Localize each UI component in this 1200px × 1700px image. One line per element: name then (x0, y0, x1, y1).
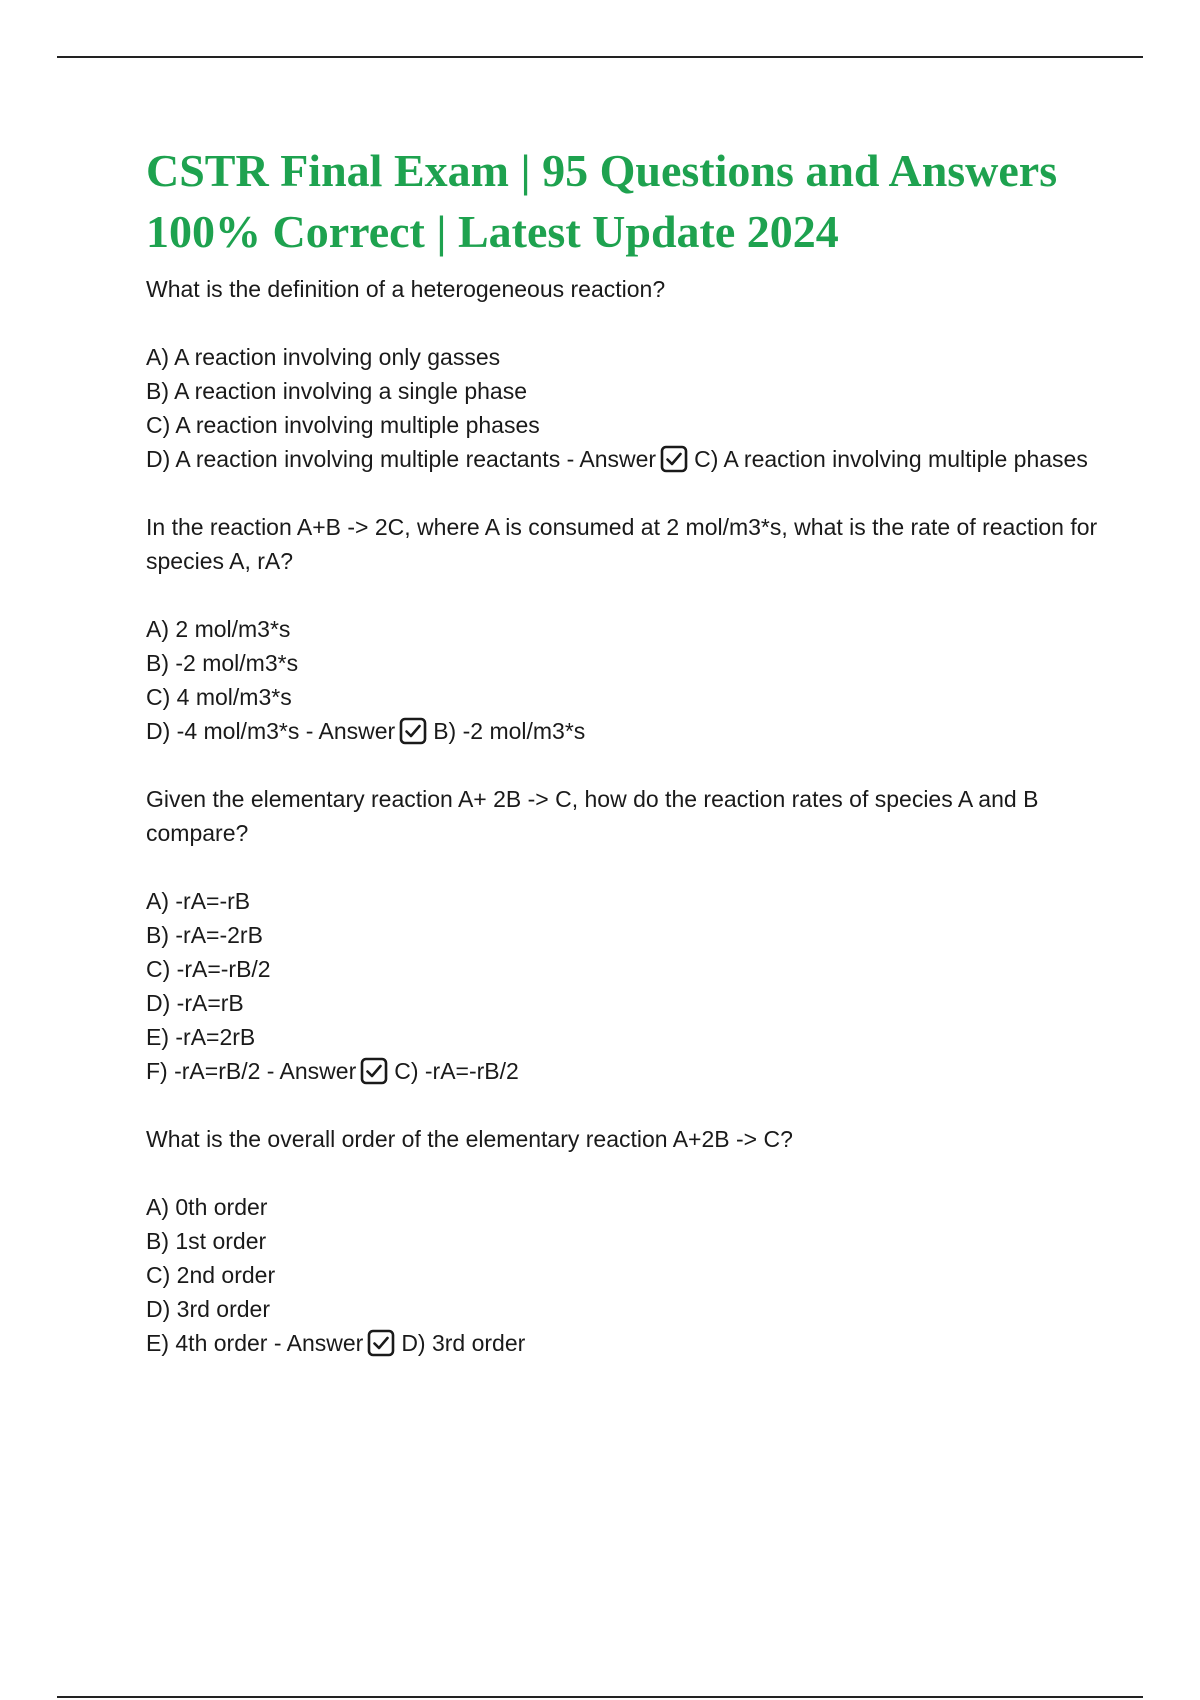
checkbox-checked-icon (367, 1329, 395, 1357)
answer-option: B) 1st order (146, 1228, 267, 1254)
last-option-text: D) -4 mol/m3*s - Answer (146, 718, 396, 744)
option-list (146, 1190, 1106, 1360)
checkbox-checked-icon (660, 445, 688, 473)
answer-option: A) 0th order (146, 1194, 268, 1220)
question-text: In the reaction A+B -> 2C, where A is consumed at 2 mol/m3*s, what is the rate of reaction for species A, rA? (146, 514, 1098, 574)
footer-rule (57, 1696, 1143, 1698)
checkbox-checked-icon (399, 717, 427, 745)
last-option-text: D) A reaction involving multiple reactants - Answer (146, 446, 657, 472)
document-page (146, 140, 1106, 1394)
question-text: What is the definition of a heterogeneous reaction? (146, 276, 666, 302)
answer-line (146, 442, 1106, 476)
question-text: Given the elementary reaction A+ 2B -> C, how do the reaction rates of species A and B compare? (146, 786, 1039, 846)
header-rule (57, 56, 1143, 58)
last-option-text: F) -rA=rB/2 - Answer (146, 1058, 357, 1084)
answer-option: C) A reaction involving multiple phases (146, 412, 540, 438)
option-list (146, 884, 1106, 1088)
question-text: What is the overall order of the elementary reaction A+2B -> C? (146, 1126, 793, 1152)
question-block (146, 510, 1106, 748)
answer-option: A) A reaction involving only gasses (146, 344, 501, 370)
answer-option: B) -rA=-2rB (146, 922, 263, 948)
answer-option: E) -rA=2rB (146, 1024, 256, 1050)
answer-line (146, 714, 1106, 748)
answer-option: D) -rA=rB (146, 990, 244, 1016)
document-title: CSTR Final Exam | 95 Questions and Answers 100% Correct | Latest Update 2024 (146, 145, 1058, 257)
correct-answer: B) -2 mol/m3*s (433, 718, 586, 744)
correct-answer: D) 3rd order (401, 1330, 526, 1356)
answer-option: D) 3rd order (146, 1296, 270, 1322)
last-option-text: E) 4th order - Answer (146, 1330, 364, 1356)
answer-line (146, 1054, 1106, 1088)
question-block (146, 1122, 1106, 1360)
question-list (146, 272, 1106, 1360)
option-list (146, 340, 1106, 476)
answer-line (146, 1326, 1106, 1360)
option-list (146, 612, 1106, 748)
correct-answer: C) -rA=-rB/2 (394, 1058, 519, 1084)
answer-option: B) -2 mol/m3*s (146, 650, 299, 676)
correct-answer: C) A reaction involving multiple phases (694, 446, 1088, 472)
answer-option: C) -rA=-rB/2 (146, 956, 271, 982)
question-block (146, 782, 1106, 1088)
question-block (146, 272, 1106, 476)
answer-option: C) 4 mol/m3*s (146, 684, 292, 710)
answer-option: B) A reaction involving a single phase (146, 378, 528, 404)
checkbox-checked-icon (360, 1057, 388, 1085)
answer-option: A) -rA=-rB (146, 888, 251, 914)
answer-option: C) 2nd order (146, 1262, 276, 1288)
answer-option: A) 2 mol/m3*s (146, 616, 291, 642)
